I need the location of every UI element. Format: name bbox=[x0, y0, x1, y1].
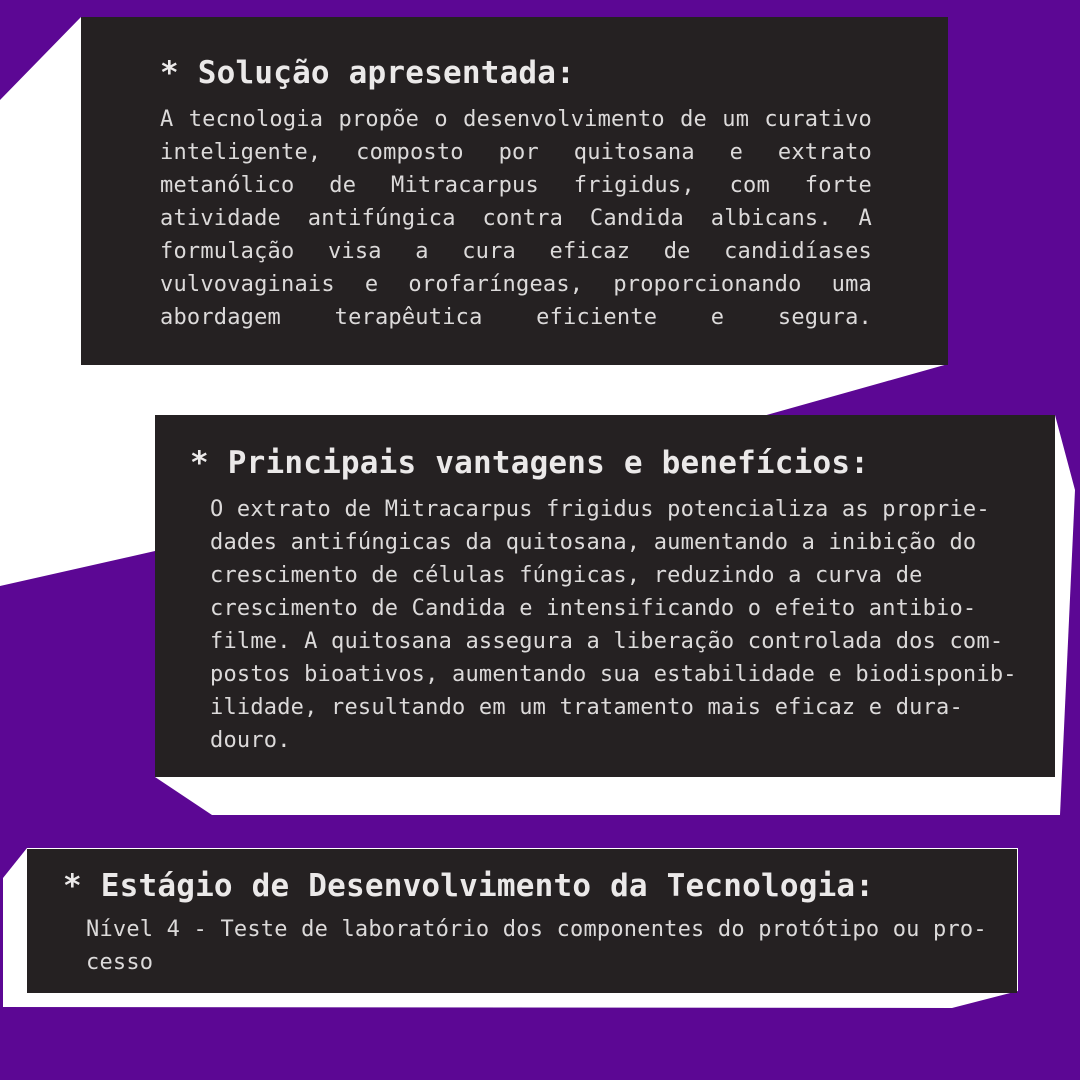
advantages-panel bbox=[155, 415, 1055, 777]
body-line: cesso bbox=[86, 950, 154, 975]
body-line: ilidade, resultando em um tratamento mais eficaz e dura- bbox=[210, 695, 963, 720]
development-stage-body bbox=[86, 913, 1017, 979]
solution-body bbox=[160, 103, 872, 334]
body-line: vulvovaginais e orofaríngeas, proporcionando uma bbox=[160, 272, 872, 297]
advantages-title bbox=[190, 443, 1055, 483]
body-line: Nível 4 - Teste de laboratório dos componentes do protótipo ou pro- bbox=[86, 917, 987, 942]
body-line: crescimento de células fúngicas, reduzindo a curva de bbox=[210, 563, 923, 588]
development-stage-panel bbox=[27, 849, 1017, 993]
advantages-body bbox=[210, 493, 1055, 757]
solution-title bbox=[160, 53, 948, 93]
bullet-asterisk: * bbox=[160, 55, 179, 91]
body-line: dades antifúngicas da quitosana, aumentando a inibição do bbox=[210, 530, 977, 555]
bullet-asterisk: * bbox=[190, 445, 209, 481]
body-line: douro. bbox=[210, 728, 291, 753]
body-line: metanólico de Mitracarpus frigidus, com forte bbox=[160, 173, 872, 198]
bullet-asterisk: * bbox=[63, 868, 82, 904]
solution-panel bbox=[81, 17, 948, 365]
advantages-title-text: Principais vantagens e benefícios: bbox=[227, 445, 870, 481]
body-line: crescimento de Candida e intensificando o efeito antibio- bbox=[210, 596, 977, 621]
solution-title-text: Solução apresentada: bbox=[197, 55, 576, 91]
body-line: O extrato de Mitracarpus frigidus potencializa as proprie- bbox=[210, 497, 990, 522]
development-stage-title-text: Estágio de Desenvolvimento da Tecnologia: bbox=[100, 868, 875, 904]
body-line: postos bioativos, aumentando sua estabilidade e biodisponib- bbox=[210, 662, 1017, 687]
body-line: A tecnologia propõe o desenvolvimento de um curativo bbox=[160, 107, 872, 132]
body-line: filme. A quitosana assegura a liberação controlada dos com- bbox=[210, 629, 1004, 654]
body-line: atividade antifúngica contra Candida albicans. A bbox=[160, 206, 872, 231]
body-line: abordagem terapêutica eficiente e segura. bbox=[160, 305, 872, 330]
body-line: inteligente, composto por quitosana e extrato bbox=[160, 140, 872, 165]
development-stage-title bbox=[63, 866, 1017, 906]
body-line: formulação visa a cura eficaz de candidíases bbox=[160, 239, 872, 264]
